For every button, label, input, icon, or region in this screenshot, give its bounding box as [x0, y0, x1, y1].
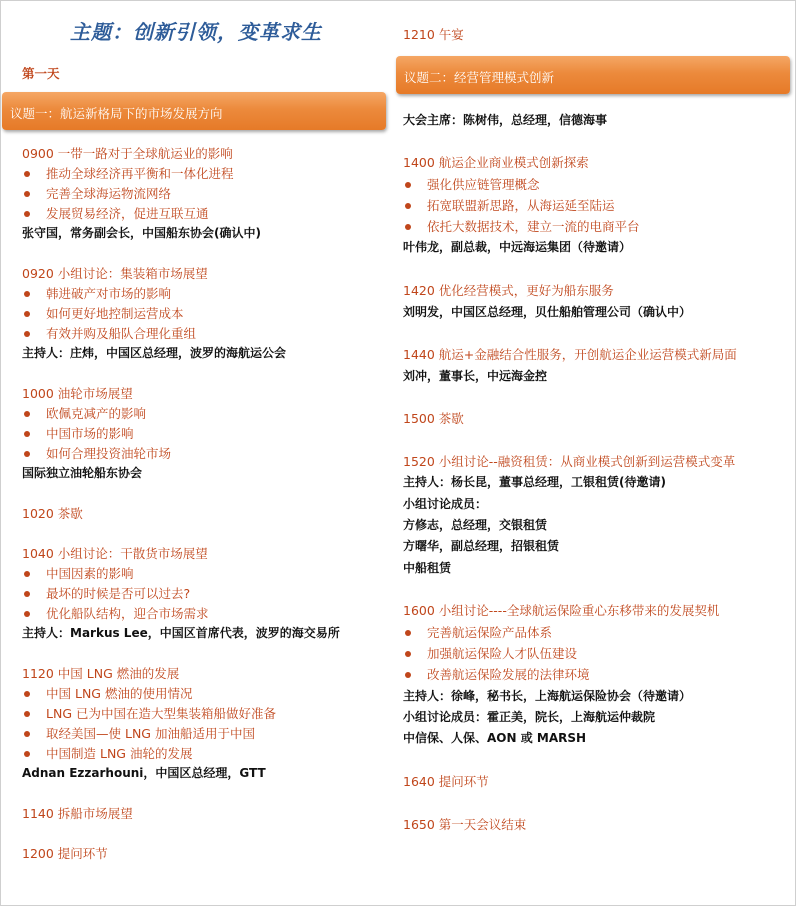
bullet-icon [24, 451, 30, 457]
session-1520-line: 方修志，总经理，交银租赁 [403, 518, 548, 532]
list-item: 改善航运保险发展的法律环境 [405, 665, 590, 683]
bullet-icon [24, 331, 30, 337]
topic-two-title: 议题二：经营管理模式创新 [404, 70, 555, 85]
session-0900-heading: 0900 一带一路对于全球航运业的影响 [22, 146, 233, 161]
session-1400-heading: 1400 航运企业商业模式创新探索 [403, 155, 589, 170]
session-1120-heading: 1120 中国 LNG 燃油的发展 [22, 666, 180, 681]
session-1520-line: 主持人：杨长昆，董事总经理，工银租赁(待邀请) [403, 475, 666, 489]
session-1400-speaker: 叶伟龙，副总裁，中远海运集团（待邀请） [403, 240, 632, 254]
list-item: LNG 已为中国在造大型集装箱船做好准备 [24, 704, 276, 722]
list-item: 拓宽联盟新思路，从海运延至陆运 [405, 196, 615, 214]
session-0920-speaker: 主持人：庄炜，中国区总经理，波罗的海航运公会 [22, 346, 287, 360]
bullet-icon [24, 411, 30, 417]
session-1500-heading: 1500 茶歇 [403, 411, 464, 426]
list-item: 完善全球海运物流网络 [24, 184, 171, 202]
bullet-icon [24, 211, 30, 217]
bullet-icon [24, 311, 30, 317]
session-1640-heading: 1640 提问环节 [403, 774, 489, 789]
list-item: 欧佩克减产的影响 [24, 404, 146, 422]
session-1000-speaker: 国际独立油轮船东协会 [22, 466, 143, 480]
list-item: 最坏的时候是否可以过去? [24, 584, 190, 602]
bullet-icon [405, 182, 411, 188]
bullet-icon [24, 751, 30, 757]
session-1520-line: 方曙华，副总经理，招银租赁 [403, 539, 560, 553]
bullet-icon [24, 191, 30, 197]
list-item: 如何更好地控制运营成本 [24, 304, 184, 322]
list-item: 加强航运保险人才队伍建设 [405, 644, 577, 662]
session-1020-heading: 1020 茶歇 [22, 506, 83, 521]
bullet-icon [24, 691, 30, 697]
session-1000-heading: 1000 油轮市场展望 [22, 386, 133, 401]
session-1600-line: 主持人：徐峰，秘书长，上海航运保险协会（待邀请） [403, 689, 692, 703]
list-item: 中国因素的影响 [24, 564, 134, 582]
session-1650-heading: 1650 第一天会议结束 [403, 817, 527, 832]
bullet-icon [24, 591, 30, 597]
topic-one-title: 议题一：航运新格局下的市场发展方向 [10, 106, 223, 121]
session-1420-speaker: 刘明发，中国区总经理，贝仕船舶管理公司（确认中） [403, 305, 692, 319]
session-1440-heading: 1440 航运+金融结合性服务，开创航运企业运营模式新局面 [403, 347, 737, 362]
session-0920-heading: 0920 小组讨论：集装箱市场展望 [22, 266, 208, 281]
session-1440-speaker: 刘冲，董事长，中远海金控 [403, 369, 548, 383]
session-1120-speaker: Adnan Ezzarhouni，中国区总经理，GTT [22, 766, 266, 780]
session-1600-line: 小组讨论成员：霍正美，院长，上海航运仲裁院 [403, 710, 656, 724]
list-item: 中国制造 LNG 油轮的发展 [24, 744, 192, 762]
session-1040-speaker: 主持人：Markus Lee，中国区首席代表，波罗的海交易所 [22, 626, 340, 640]
day-label: 第一天 [22, 66, 60, 81]
session-1600-heading: 1600 小组讨论----全球航运保险重心东移带来的发展契机 [403, 603, 720, 618]
bullet-icon [24, 711, 30, 717]
list-item: 有效并购及船队合理化重组 [24, 324, 196, 342]
chair-line: 大会主席：陈树伟，总经理，信德海事 [403, 113, 608, 127]
session-1040-heading: 1040 小组讨论：干散货市场展望 [22, 546, 208, 561]
list-item: 取经美国—使 LNG 加油船适用于中国 [24, 724, 255, 742]
list-item: 推动全球经济再平衡和一体化进程 [24, 164, 234, 182]
page-title: 主题：创新引领，变革求生 [70, 20, 322, 44]
list-item: 优化船队结构，迎合市场需求 [24, 604, 209, 622]
topic-one-banner [2, 92, 386, 130]
session-1520-line: 中船租赁 [403, 561, 452, 575]
list-item: 完善航运保险产品体系 [405, 623, 552, 641]
bullet-icon [405, 651, 411, 657]
list-item: 发展贸易经济，促进互联互通 [24, 204, 209, 222]
bullet-icon [24, 431, 30, 437]
session-1420-heading: 1420 优化经营模式，更好为船东服务 [403, 283, 614, 298]
list-item: 中国 LNG 燃油的使用情况 [24, 684, 192, 702]
bullet-icon [24, 731, 30, 737]
list-item: 如何合理投资油轮市场 [24, 444, 171, 462]
bullet-icon [405, 203, 411, 209]
session-1600-line: 中信保、人保、AON 或 MARSH [403, 731, 587, 745]
session-1200-heading: 1200 提问环节 [22, 846, 108, 861]
list-item: 强化供应链管理概念 [405, 175, 540, 193]
session-1210-heading: 1210 午宴 [403, 27, 464, 42]
list-item: 韩进破产对市场的影响 [24, 284, 171, 302]
bullet-icon [405, 630, 411, 636]
bullet-icon [405, 672, 411, 678]
bullet-icon [405, 224, 411, 230]
list-item: 中国市场的影响 [24, 424, 134, 442]
bullet-icon [24, 611, 30, 617]
topic-two-banner [396, 56, 790, 94]
session-1520-line: 小组讨论成员： [403, 497, 488, 511]
bullet-icon [24, 571, 30, 577]
session-1520-heading: 1520 小组讨论--融资租赁：从商业模式创新到运营模式变革 [403, 454, 736, 469]
bullet-icon [24, 291, 30, 297]
bullet-icon [24, 171, 30, 177]
session-1140-heading: 1140 拆船市场展望 [22, 806, 133, 821]
session-0900-speaker: 张守国，常务副会长，中国船东协会(确认中) [22, 226, 261, 240]
list-item: 依托大数据技术，建立一流的电商平台 [405, 217, 640, 235]
